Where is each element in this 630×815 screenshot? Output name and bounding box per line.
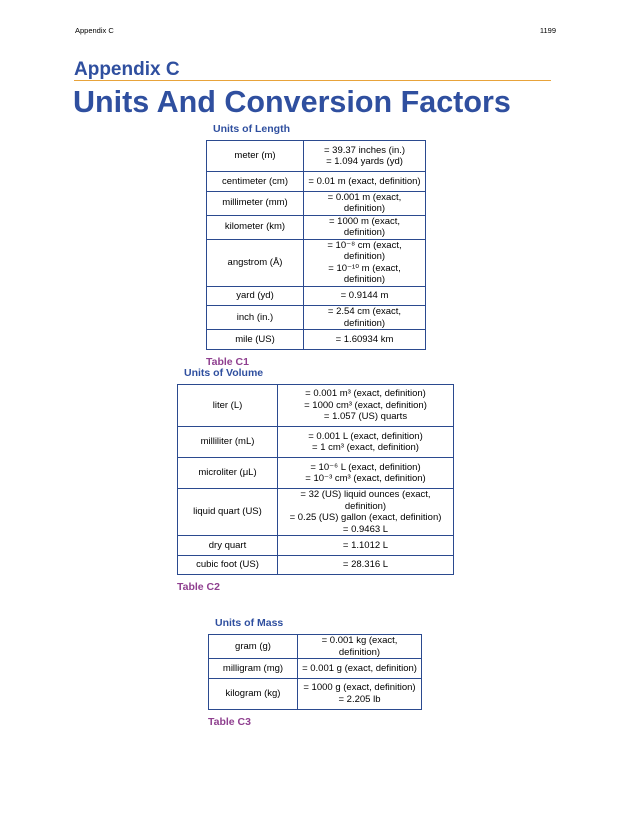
value-cell <box>298 659 422 679</box>
value-line: = 39.37 inches (in.) <box>323 144 406 156</box>
volume-table-block <box>177 367 454 593</box>
value-cell <box>304 191 426 215</box>
value-line: = 0.25 (US) gallon (exact, definition) <box>289 512 442 523</box>
unit-cell <box>178 427 278 458</box>
value-cell <box>304 141 426 172</box>
table-label: Table C1 <box>206 355 249 368</box>
length-table-block <box>206 123 426 368</box>
unit-label: kilogram (kg) <box>225 687 281 699</box>
table-label: Table C3 <box>208 715 251 728</box>
page-title: Units And Conversion Factors <box>73 85 511 119</box>
value-line: = 10⁻¹⁰ m (exact, definition) <box>328 262 401 285</box>
unit-label: meter (m) <box>234 150 276 162</box>
table-row <box>178 489 454 536</box>
unit-cell <box>207 239 304 286</box>
value-cell <box>304 306 426 330</box>
value-line: = 0.001 g (exact, definition) <box>302 662 417 674</box>
value-line: = 0.001 L (exact, definition) <box>308 430 423 442</box>
mass-table-block <box>208 617 422 728</box>
running-head-left: Appendix C <box>75 26 114 35</box>
unit-label: gram (g) <box>235 640 271 652</box>
value-cell <box>278 489 454 536</box>
value-line: = 10⁻⁶ L (exact, definition) <box>310 461 421 473</box>
table-row <box>207 330 426 350</box>
table-row <box>178 536 454 556</box>
unit-label: inch (in.) <box>236 311 274 323</box>
table-row <box>207 286 426 306</box>
value-cell <box>298 635 422 659</box>
table-row <box>178 555 454 575</box>
running-head <box>75 26 556 35</box>
value-cell <box>298 678 422 709</box>
value-cell <box>278 427 454 458</box>
value-cell <box>278 536 454 556</box>
value-line: = 10⁻³ cm³ (exact, definition) <box>305 473 426 484</box>
value-line: = 1000 cm³ (exact, definition) <box>304 399 427 411</box>
unit-label: mile (US) <box>235 333 275 345</box>
unit-label: dry quart <box>208 539 247 551</box>
table-row <box>207 239 426 286</box>
unit-cell <box>178 458 278 489</box>
unit-label: liter (L) <box>212 399 243 411</box>
table-row <box>209 659 422 679</box>
value-line: = 0.001 m (exact, definition) <box>327 191 402 214</box>
appendix-label: Appendix C <box>74 59 180 80</box>
value-cell <box>304 330 426 350</box>
value-line: = 1000 g (exact, definition) <box>303 682 416 693</box>
value-line: = 1.1012 L <box>342 539 389 551</box>
value-line: = 0.9144 m <box>340 290 389 301</box>
value-line: = 0.001 m³ (exact, definition) <box>305 388 426 400</box>
unit-label: milligram (mg) <box>222 662 284 674</box>
value-cell <box>304 286 426 306</box>
value-line: = 1.60934 km <box>335 333 394 345</box>
table-row <box>207 215 426 239</box>
value-line: = 10⁻⁸ cm (exact, definition) <box>327 239 402 262</box>
unit-cell <box>207 141 304 172</box>
value-line: = 28.316 L <box>342 559 389 570</box>
unit-cell <box>178 385 278 427</box>
value-line: = 32 (US) liquid ounces (exact, definition) <box>300 489 431 512</box>
unit-cell <box>207 215 304 239</box>
length-table <box>206 140 426 350</box>
unit-label: kilometer (km) <box>224 221 286 233</box>
unit-cell <box>207 286 304 306</box>
unit-cell <box>207 330 304 350</box>
value-cell <box>304 172 426 192</box>
table-row <box>178 385 454 427</box>
volume-table <box>177 384 454 575</box>
value-cell <box>304 215 426 239</box>
unit-label: cubic foot (US) <box>196 559 259 570</box>
value-cell <box>278 555 454 575</box>
unit-cell <box>178 555 278 575</box>
unit-label: yard (yd) <box>236 290 274 301</box>
unit-cell <box>209 635 298 659</box>
unit-cell <box>209 678 298 709</box>
unit-label: microliter (μL) <box>198 467 257 479</box>
value-line: = 1.057 (US) quarts <box>323 411 408 423</box>
unit-cell <box>207 191 304 215</box>
unit-label: centimeter (cm) <box>222 175 288 187</box>
table-row <box>207 306 426 330</box>
value-line: = 0.001 kg (exact, definition) <box>321 635 398 658</box>
value-line: = 2.54 cm (exact, definition) <box>327 306 402 329</box>
value-line: = 0.9463 L <box>342 523 389 535</box>
unit-cell <box>209 659 298 679</box>
table-row <box>207 172 426 192</box>
table-row <box>207 141 426 172</box>
value-line: = 1 cm³ (exact, definition) <box>312 442 419 453</box>
value-cell <box>278 385 454 427</box>
unit-label: angstrom (Å) <box>227 256 283 268</box>
value-cell <box>278 458 454 489</box>
unit-cell <box>178 489 278 536</box>
table-caption: Units of Length <box>213 123 290 135</box>
table-row <box>209 678 422 709</box>
unit-label: millimeter (mm) <box>222 197 288 209</box>
value-line: = 1.094 yards (yd) <box>326 156 403 167</box>
table-row <box>178 458 454 489</box>
table-row <box>207 191 426 215</box>
page-number: 1199 <box>539 26 556 35</box>
table-row <box>178 427 454 458</box>
unit-label: milliliter (mL) <box>200 436 255 448</box>
table-row <box>209 635 422 659</box>
unit-cell <box>207 172 304 192</box>
mass-table <box>208 634 422 710</box>
value-cell <box>304 239 426 286</box>
unit-cell <box>207 306 304 330</box>
header-rule <box>74 80 551 81</box>
value-line: = 0.01 m (exact, definition) <box>308 175 421 187</box>
unit-label: liquid quart (US) <box>193 506 262 518</box>
value-line: = 2.205 lb <box>338 693 381 705</box>
unit-cell <box>178 536 278 556</box>
table-label: Table C2 <box>177 581 220 593</box>
value-line: = 1000 m (exact, definition) <box>328 215 401 238</box>
table-caption: Units of Volume <box>184 367 264 379</box>
table-caption: Units of Mass <box>215 617 284 629</box>
